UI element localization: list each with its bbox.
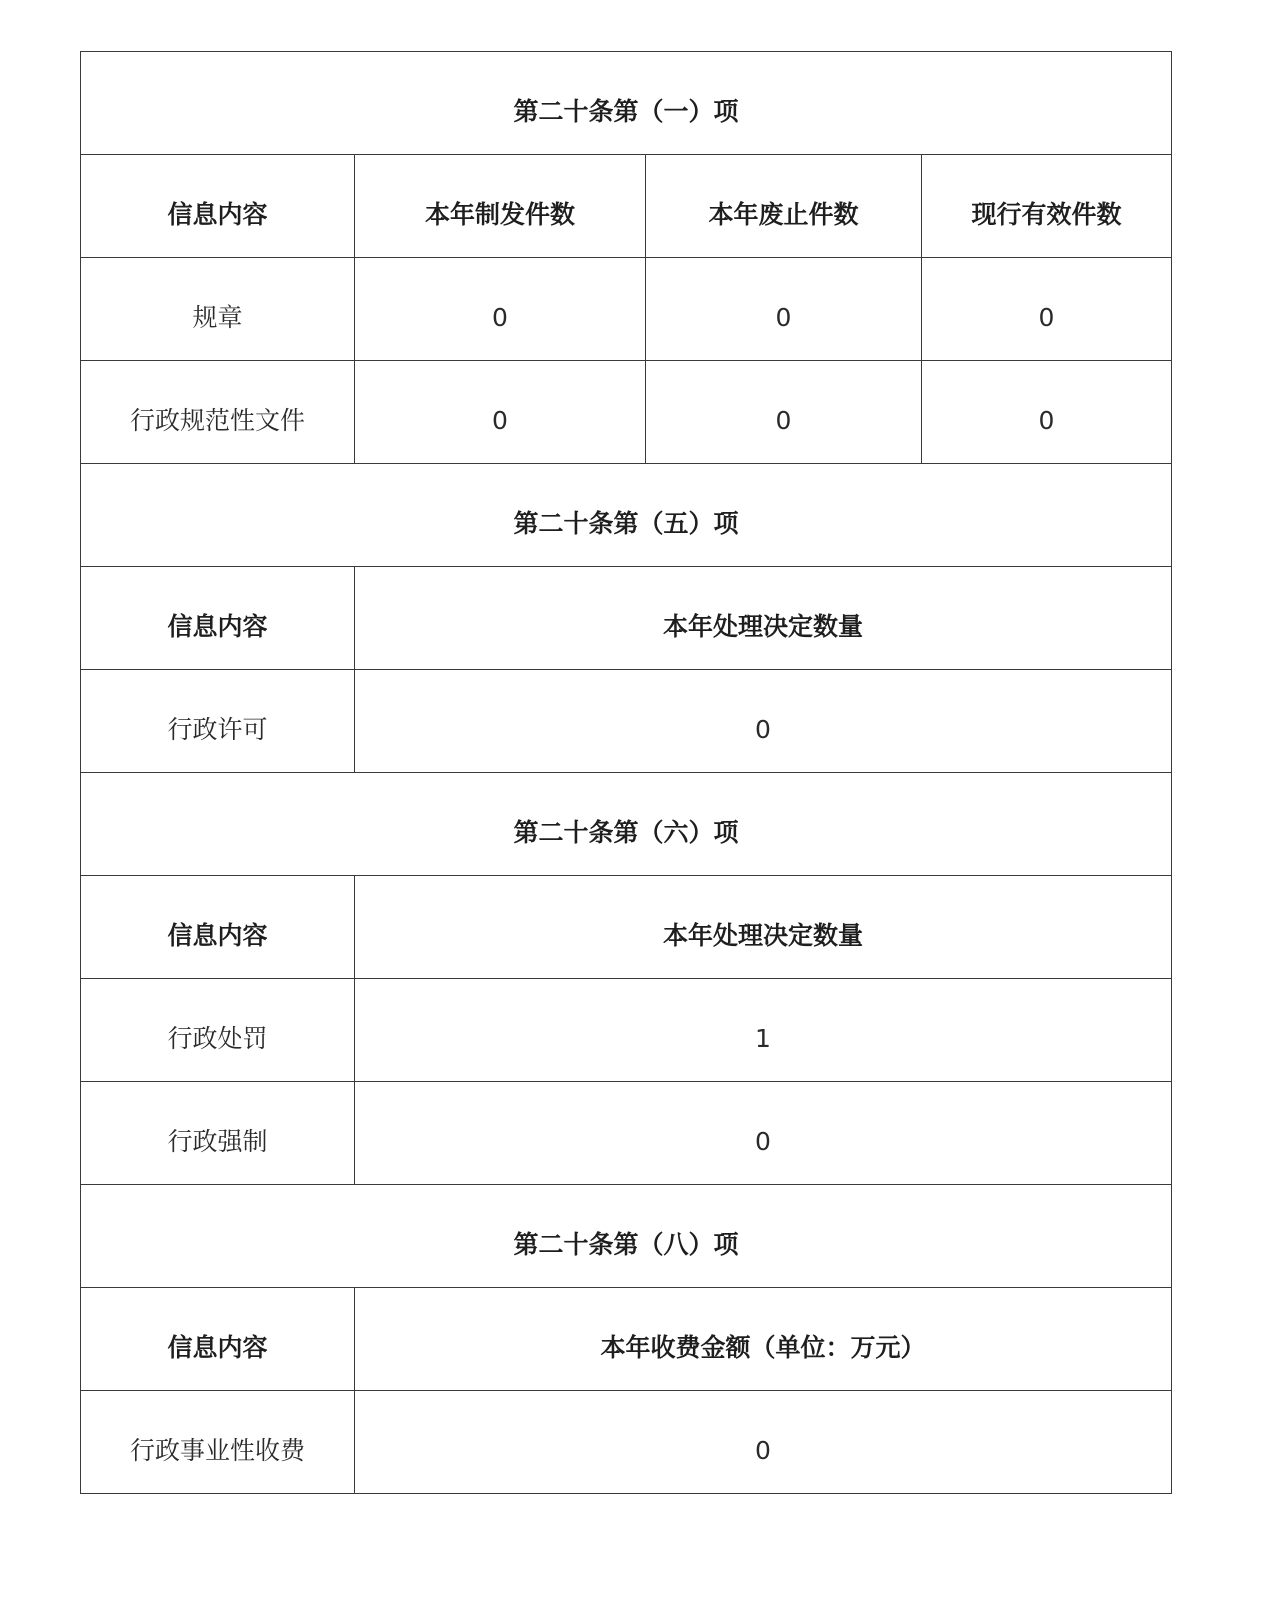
section-title-row: [81, 464, 1172, 567]
table-cell: 0: [355, 361, 646, 464]
row-label: 行政事业性收费: [81, 1391, 355, 1494]
row-label: 行政处罚: [81, 979, 355, 1082]
column-header: 信息内容: [81, 155, 355, 258]
column-header: 信息内容: [81, 876, 355, 979]
table-row: [81, 258, 1172, 361]
table-cell: 0: [646, 258, 922, 361]
table-row: [81, 1391, 1172, 1494]
column-header: 本年收费金额（单位：万元）: [355, 1288, 1172, 1391]
section-title: 第二十条第（五）项: [81, 464, 1172, 567]
column-header: 信息内容: [81, 567, 355, 670]
table-cell: 0: [922, 361, 1172, 464]
row-label: 行政许可: [81, 670, 355, 773]
row-label: 行政规范性文件: [81, 361, 355, 464]
disclosure-table: [80, 51, 1172, 1494]
table-cell: 0: [355, 258, 646, 361]
table-cell: 0: [922, 258, 1172, 361]
table-cell: 0: [355, 670, 1172, 773]
section-title: 第二十条第（六）项: [81, 773, 1172, 876]
column-header: 本年处理决定数量: [355, 567, 1172, 670]
column-header: 本年处理决定数量: [355, 876, 1172, 979]
section-title-row: [81, 773, 1172, 876]
table-header-row: [81, 1288, 1172, 1391]
section-title-row: [81, 52, 1172, 155]
table-header-row: [81, 155, 1172, 258]
table-cell: 0: [355, 1082, 1172, 1185]
section-title-row: [81, 1185, 1172, 1288]
table-row: [81, 1082, 1172, 1185]
row-label: 规章: [81, 258, 355, 361]
column-header: 本年废止件数: [646, 155, 922, 258]
table-header-row: [81, 876, 1172, 979]
table-cell: 0: [646, 361, 922, 464]
table-row: [81, 979, 1172, 1082]
section-title: 第二十条第（八）项: [81, 1185, 1172, 1288]
column-header: 信息内容: [81, 1288, 355, 1391]
row-label: 行政强制: [81, 1082, 355, 1185]
section-title: 第二十条第（一）项: [81, 52, 1172, 155]
table-row: [81, 361, 1172, 464]
table-row: [81, 670, 1172, 773]
column-header: 本年制发件数: [355, 155, 646, 258]
table-cell: 0: [355, 1391, 1172, 1494]
column-header: 现行有效件数: [922, 155, 1172, 258]
table-cell: 1: [355, 979, 1172, 1082]
table-header-row: [81, 567, 1172, 670]
